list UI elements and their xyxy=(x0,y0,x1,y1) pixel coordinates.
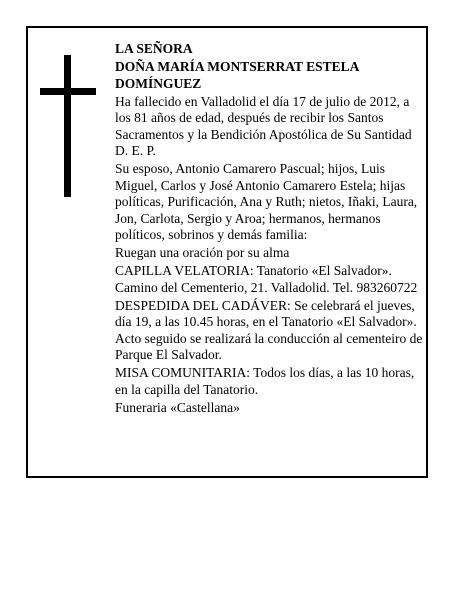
funeral-home: Funeraria «Castellana» xyxy=(115,399,240,415)
cross-vertical-bar xyxy=(64,55,71,197)
wake-chapel-info: CAPILLA VELATORIA: Tanatorio «El Salvador». Camino del Cementerio, 21. Valladolid. Tel. 983260722 xyxy=(115,263,418,295)
cross-horizontal-bar xyxy=(40,88,96,95)
family-list: Su esposo, Antonio Camarero Pascual; hijos, Luis Miguel, Carlos y José Antonio Camarero Estela; hijas políticas, Purificación, Ana y Ruth; nietos, Iñaki, Laura, Jon, Carlota, Sergio y Aroa; hermanos, hermanos políticos, sobrinos y demás familia: xyxy=(115,161,418,242)
cross-icon xyxy=(40,55,96,197)
death-announcement: Ha fallecido en Valladolid el día 17 de julio de 2012, a los 81 años de edad, después de recibir los Santos Sacramentos y la Bendición Apostólica de Su Santidad D. E. P. xyxy=(115,93,412,158)
obituary-notice xyxy=(26,26,428,478)
farewell-info: DESPEDIDA DEL CADÁVER: Se celebrará el jueves, día 19, a las 10.45 horas, en el Tanatorio «El Salvador». Acto seguido se realizará la conducción al cementeiro de Parque El Salvador. xyxy=(115,297,423,362)
prayer-request: Ruegan una oración por su alma xyxy=(115,245,290,260)
notice-title: LA SEÑORA xyxy=(115,41,193,56)
mass-info: MISA COMUNITARIA: Todos los días, a las 10 horas, en la capilla del Tanatorio. xyxy=(115,365,415,397)
notice-body xyxy=(115,41,423,418)
deceased-name: DOÑA MARÍA MONTSERRAT ESTELA DOMÍNGUEZ xyxy=(115,59,359,91)
